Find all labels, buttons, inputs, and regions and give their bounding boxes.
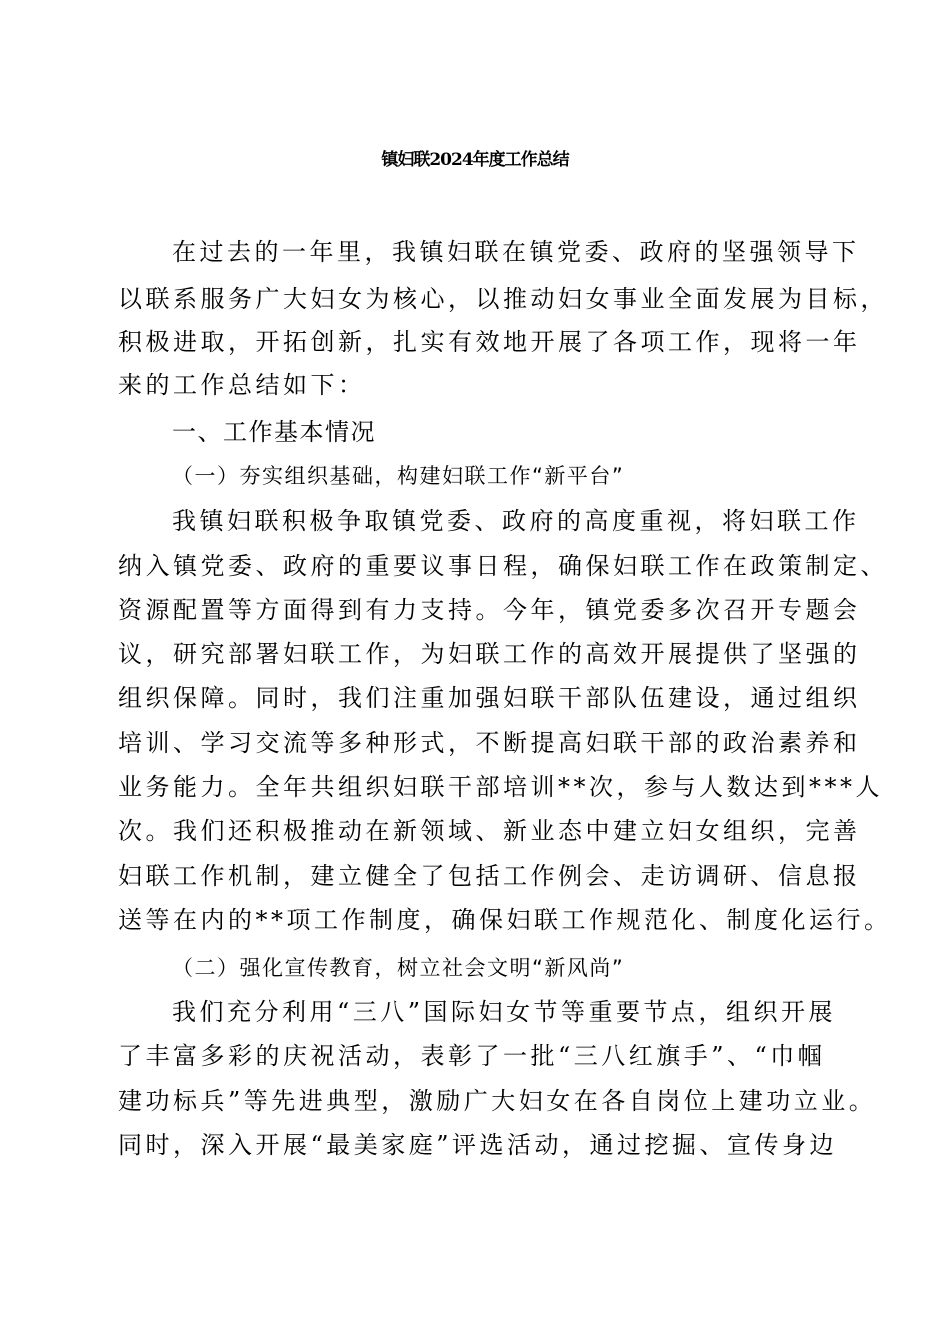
document-title: 镇妇联2024年度工作总结 <box>381 150 569 170</box>
body-line: 妇联工作机制，建立健全了包括工作例会、走访调研、信息报 <box>118 862 861 890</box>
body-line: 资源配置等方面得到有力支持。今年，镇党委多次召开专题会 <box>118 596 861 624</box>
intro-line: 以联系服务广大妇女为核心，以推动妇女事业全面发展为目标， <box>118 285 888 313</box>
body-line: 建功标兵”等先进典型，激励广大妇女在各自岗位上建功立业。 <box>118 1087 877 1115</box>
intro-line: 在过去的一年里，我镇妇联在镇党委、政府的坚强领导下 <box>172 238 860 266</box>
body-line: 了丰富多彩的庆祝活动，表彰了一批“三八红旗手”、“巾帼 <box>118 1042 826 1070</box>
body-line: 同时，深入开展“最美家庭”评选活动，通过挖掘、宣传身边 <box>118 1131 838 1159</box>
section-heading: 一、工作基本情况 <box>172 418 376 446</box>
body-line: 次。我们还积极推动在新领域、新业态中建立妇女组织，完善 <box>118 817 861 845</box>
body-line: 培训、学习交流等多种形式，不断提高妇联干部的政治素养和 <box>118 729 861 757</box>
subsection-heading: （一）夯实组织基础，构建妇联工作“新平台” <box>172 464 625 488</box>
intro-line: 积极进取，开拓创新，扎实有效地开展了各项工作，现将一年 <box>118 328 861 356</box>
body-line: 议，研究部署妇联工作，为妇联工作的高效开展提供了坚强的 <box>118 640 861 668</box>
subsection-heading: （二）强化宣传教育，树立社会文明“新风尚” <box>172 956 625 980</box>
body-line: 业务能力。全年共组织妇联干部培训**次，参与人数达到***人 <box>118 773 883 801</box>
body-line: 送等在内的**项工作制度，确保妇联工作规范化、制度化运行。 <box>118 906 892 934</box>
body-line: 纳入镇党委、政府的重要议事日程，确保妇联工作在政策制定、 <box>118 552 888 580</box>
body-line: 组织保障。同时，我们注重加强妇联干部队伍建设，通过组织 <box>118 684 861 712</box>
intro-line: 来的工作总结如下： <box>118 371 366 399</box>
body-line: 我们充分利用“三八”国际妇女节等重要节点，组织开展 <box>172 998 837 1026</box>
body-line: 我镇妇联积极争取镇党委、政府的高度重视，将妇联工作 <box>172 507 860 535</box>
